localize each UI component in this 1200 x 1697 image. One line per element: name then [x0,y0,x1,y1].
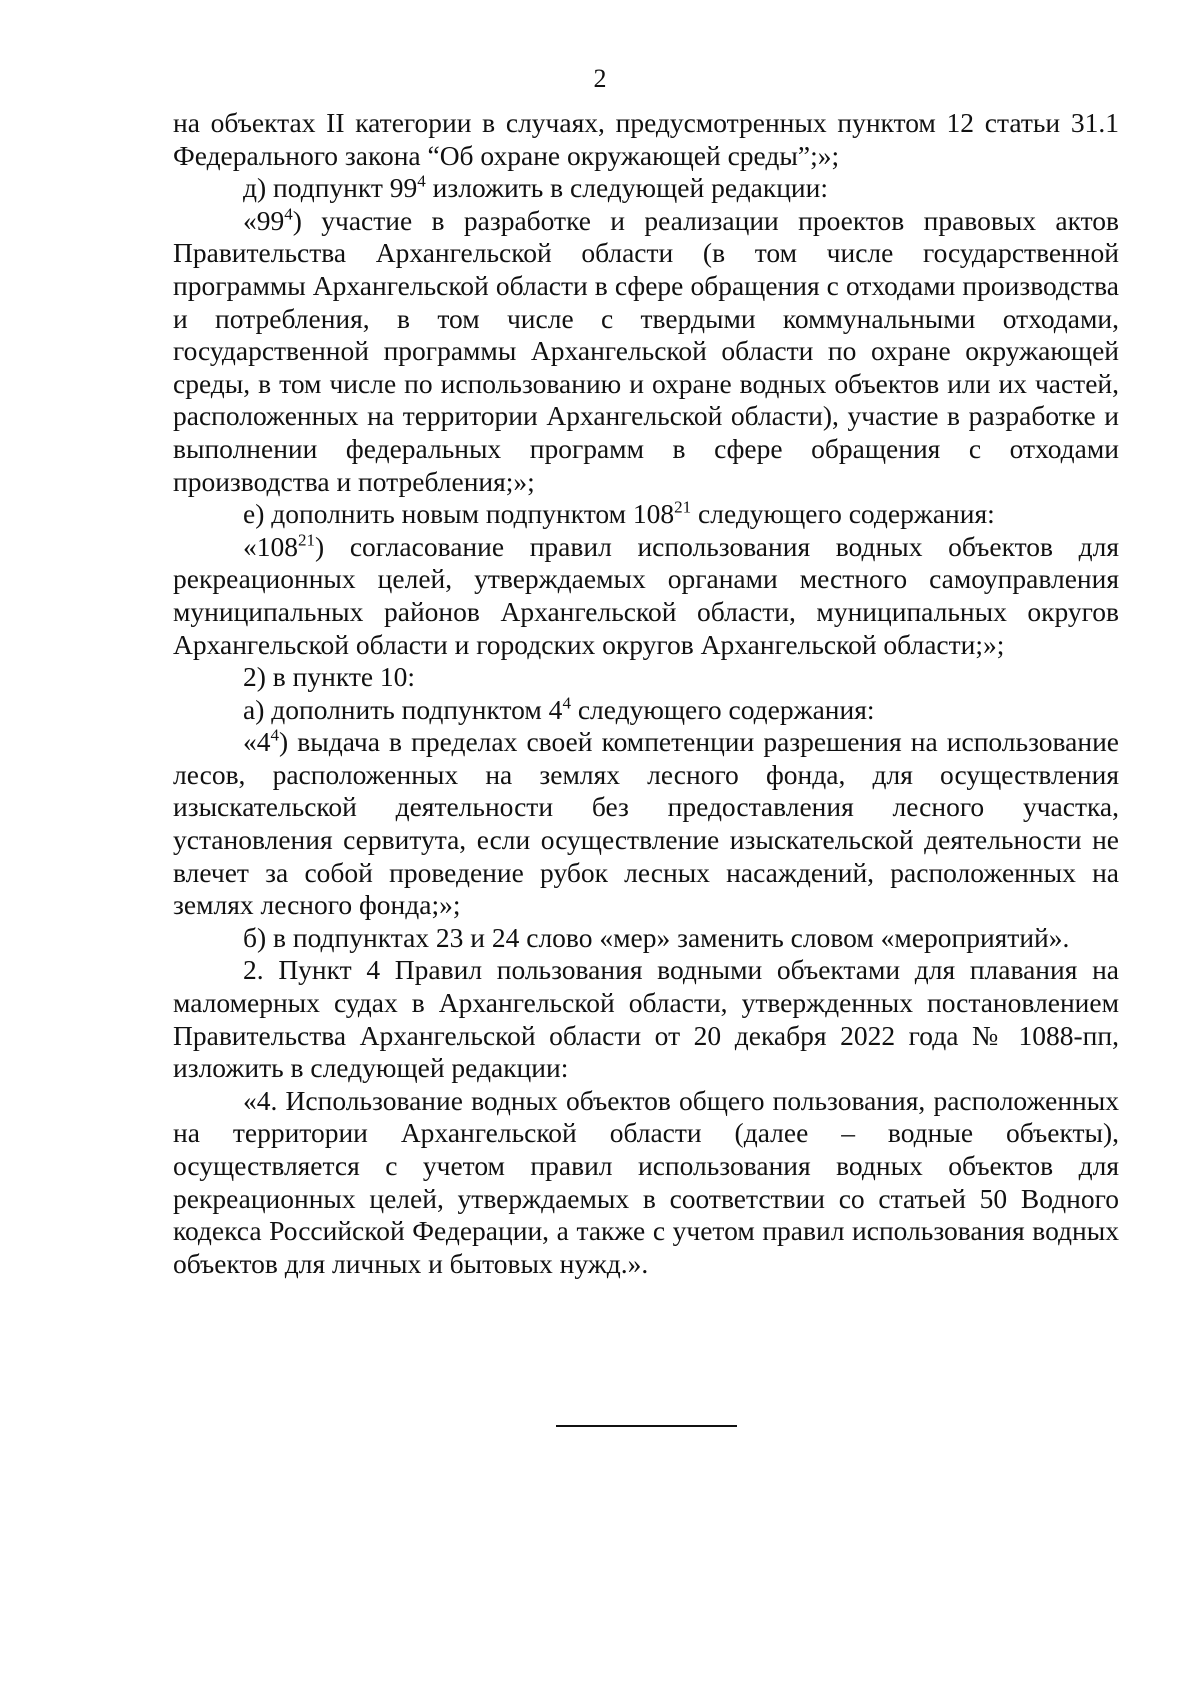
paragraph-item-4-4: «$4^4$) выдача в пределах своей компетенции разрешения на использование лесов, расположенных на землях лесного фонда, для осуществления изыскательской деятельности без предоставления лесного участка, установления сервитута, если осуществление изыскательской деятельности не влечет за собой проведение рубок лесных насаждений, расположенных на землях лесного фонда;»; [173,725,1119,921]
paragraph-subitem-e: е) дополнить новым подпунктом $108^{21}$ следующего содержания: [243,497,995,530]
paragraph-section-2: 2. Пункт 4 Правил пользования водными объектами для плавания на маломерных судах в Архангельской области, утвержденных постановлением Правительства Архангельской области от 20 декабря 2022 года № 1088-пп, изложить в следующей редакции: [173,954,1119,1084]
paragraph-subitem-a: а) дополнить подпунктом $4^4$ следующего содержания: [243,693,875,725]
paragraph-item-99-4: «$99^4$) участие в разработке и реализации проектов правовых актов Правительства Архангельской области (в том числе государственной программы Архангельской области в сфере обращения с отходами производства и потребления, в том числе с твердыми коммунальными отходами, государственной программы Архангельской области по охране окружающей среды, в том числе по использованию и охране водных объектов или их частей, расположенных на территории Архангельской области), участие в разработке и выполнении федеральных программ в сфере обращения с отходами производства и потребления;»; [173,204,1119,497]
paragraph-point-10: 2) в пункте 10: [243,661,416,693]
paragraph-subitem-d: д) подпункт $99^4$ изложить в следующей редакции: [243,171,829,204]
end-of-document-rule [556,1425,737,1427]
paragraph-continuation: на объектах II категории в случаях, предусмотренных пунктом 12 статьи 31.1 Федерального закона “Об охране окружающей среды”;»; [173,107,1119,171]
page-number: 2 [593,64,607,93]
paragraph-rule-4: «4. Использование водных объектов общего пользования, расположенных на территории Архангельской области (далее – водные объекты), осуществляется с учетом правил использования водных объектов для рекреационных целей, утверждаемых в соответствии со статьей 50 Водного кодекса Российской Федерации, а также с учетом правил использования водных объектов для личных и бытовых нужд.». [173,1084,1119,1279]
paragraph-subitem-b: б) в подпунктах 23 и 24 слово «мер» заменить словом «мероприятий». [243,921,1070,953]
paragraph-item-108-21: «$108^{21}$) согласование правил использования водных объектов для рекреационных целей, утверждаемых органами местного самоуправления муниципальных районов Архангельской области, муниципальных округов Архангельской области и городских округов Архангельской области;»; [173,530,1119,660]
document-body [173,107,1119,1280]
